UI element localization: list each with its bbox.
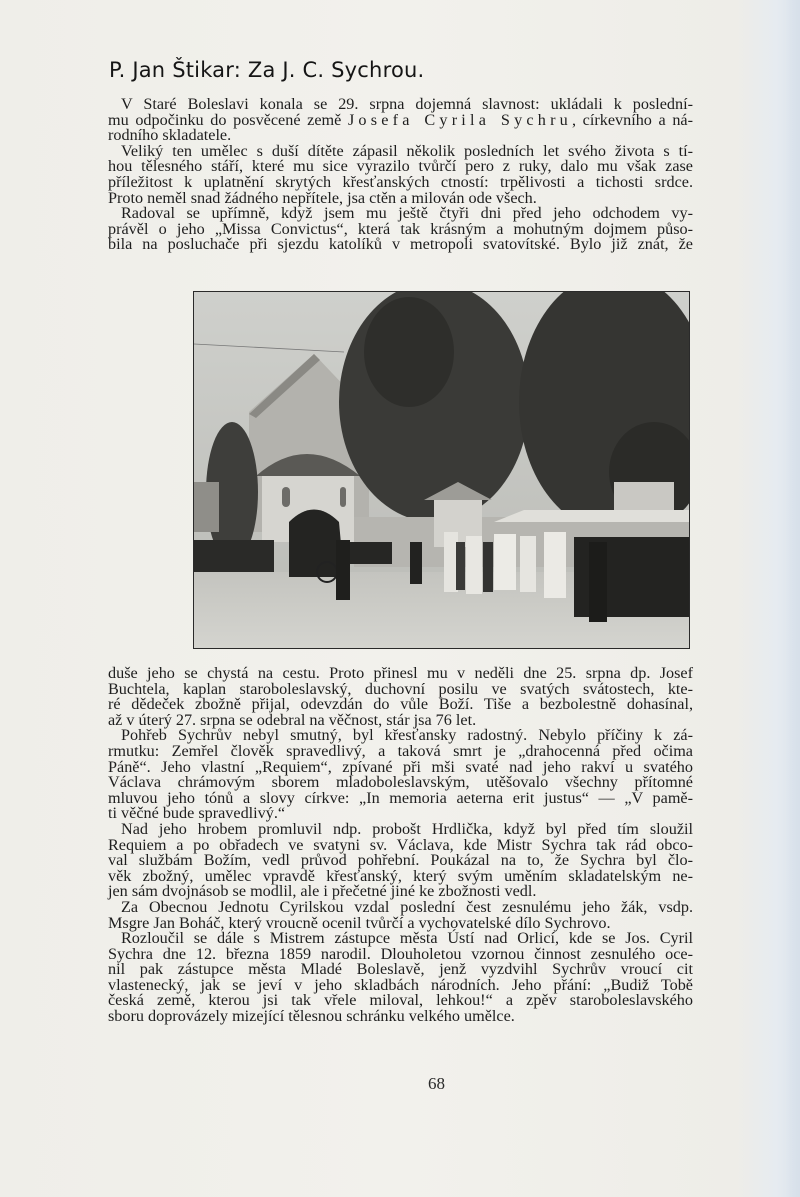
photo-apse-window xyxy=(340,487,346,507)
text-line: příležitost k uplatnění skrytých křesťanských ctností: trpělivosti a tichosti srdce. xyxy=(108,172,693,191)
photo-mourner xyxy=(589,542,607,622)
text-line: Msgre Jan Boháč, který vroucně ocenil tvůrčí a vychovatelské dílo Sychrovo. xyxy=(108,913,611,932)
text-line: Václava chrámovým sborem mladoboleslavským, utěšovalo všechny přítomné xyxy=(108,773,693,792)
text-line: ré dědeček zbožně přijal, odevzdán do vůle Boží. Tiše a bezbolestně dohasínal, xyxy=(108,695,693,714)
page-edge-shadow xyxy=(786,0,800,1197)
text-line: Nad jeho hrobem promluvil ndp. probošt Hrdlička, když byl před tím sloužil xyxy=(121,819,693,838)
text-line: Proto neměl snad žádného nepřítele, jsa ctěn a milován ode všech. xyxy=(108,188,537,207)
text-line: česká země, kterou jsi tak vřele miloval, lehkou!“ a zpěv staroboleslavského xyxy=(108,991,693,1010)
text-line: právěl o jeho „Missa Convictus“, která tak krásným a mohutným dojmem půso- xyxy=(108,219,693,238)
text-line: bila na posluchače při sjezdu katolíků v metropoli svatovítské. Bylo již znát, že xyxy=(108,235,693,254)
photo-apse-window xyxy=(282,487,290,507)
text-line: Páně“. Jeho vlastní „Requiem“, zpívané při mši svaté nad jeho rakví u svatého xyxy=(108,757,693,776)
text-line: Za Obecnou Jednotu Cyrilskou vzdal poslední čest zesnulému jeho žák, vsdp. xyxy=(121,897,693,916)
photo-horse xyxy=(344,542,392,564)
text-line: Veliký ten umělec s duší dítěte zápasil několik posledních let svého života s tí- xyxy=(121,141,693,160)
photo-shed-roof xyxy=(494,510,689,522)
photo-priest xyxy=(520,536,536,592)
text-line: hou tělesného stáří, které mu sice vyrazilo tvůrčí pero z ruky, dalo mu však zase xyxy=(108,157,693,176)
text-fragment: , církevního a ná- xyxy=(571,110,694,129)
photo-priest xyxy=(444,532,458,592)
text-line: Sychra dne 12. března 1859 narodil. Dlouholetou vzornou činnost zesnulého oce- xyxy=(108,944,693,963)
photo-mourner xyxy=(336,540,350,600)
text-line: vlastenecký, jak se jeví v jeho skladbách národních. Jeho přání: „Budiž Tobě xyxy=(108,975,693,994)
text-line: Pohřeb Sychrův nebyl smutný, byl křesťansky radostný. Nebylo příčiny k zá- xyxy=(121,726,693,745)
article-title: P. Jan Štikar: Za J. C. Sychrou. xyxy=(109,58,425,82)
text-line: Buchtela, kaplan staroboleslavský, duchovní posilu ve svatých svátostech, kte- xyxy=(108,679,693,698)
text-line: sboru doprovázely mizející tělesnou schránku velkého umělce. xyxy=(108,1007,515,1026)
photo-cleric-dark xyxy=(483,542,493,592)
article-text-before-photo xyxy=(108,97,693,253)
text-line: val službám Božím, vedl průvod pohřební. Poukázal na to, že Sychra byl člo- xyxy=(108,851,693,870)
photo-house-left xyxy=(194,482,219,532)
text-line: nil pak zástupce města Mladé Boleslavě, jenž vyzdvihl Sychrův vroucí cit xyxy=(108,960,693,979)
page-number: 68 xyxy=(428,1074,445,1093)
article-text-after-photo xyxy=(108,666,693,1025)
text-line: ti věčné bude spravedlivý.“ xyxy=(108,804,286,823)
funeral-photograph xyxy=(193,291,690,649)
photo-priest xyxy=(466,536,482,594)
photo-priest xyxy=(544,532,566,598)
text-fragment: mu odpočinku do posvěcené země xyxy=(108,110,348,129)
composer-name-spaced: Josefa Cyrila Sychru xyxy=(347,110,572,129)
text-line: rodního skladatele. xyxy=(108,126,232,145)
text-line: mluvou jeho tónů a slovy církve: „In memoria aeterna erit justus“ — „V pamě- xyxy=(108,788,693,807)
text-line: až v úterý 27. srpna se odebral na věčnost, stár jsa 76 let. xyxy=(108,710,477,729)
photo-illustration xyxy=(194,292,689,648)
text-line: duše jeho se chystá na cestu. Proto přinesl mu v neděli dne 25. srpna dp. Josef xyxy=(108,664,693,682)
photo-mourner xyxy=(410,542,422,584)
text-line: rmutku: Zemřel člověk spravedlivý, a taková smrt je „drahocenná před očima xyxy=(108,741,693,760)
photo-priest xyxy=(494,534,516,590)
photo-crowd-left xyxy=(194,540,274,572)
text-line: věk zbožný, umělec vpravdě křesťanský, který svým uměním skladatelským ne- xyxy=(108,866,693,885)
text-line: Rozloučil se dále s Mistrem zástupce města Ústí nad Orlicí, kde se Jos. Cyril xyxy=(121,929,693,948)
text-line: Requiem a po obřadech ve svatyni sv. Václava, kde Mistr Sychra tak rád obco- xyxy=(108,835,693,854)
text-line: V Staré Boleslavi konala se 29. srpna dojemná slavnost: ukládali k poslední- xyxy=(121,95,693,113)
text-line: jen sám dvojnásob se modlil, ale i přečetné jiné ke zbožnosti vedl. xyxy=(108,882,537,901)
text-line: Radoval se upřímně, když jsem mu ještě čtyři dni před jeho odchodem vy- xyxy=(121,204,693,223)
photo-cleric-dark xyxy=(456,542,465,590)
photo-tree-center-dark xyxy=(364,297,454,407)
